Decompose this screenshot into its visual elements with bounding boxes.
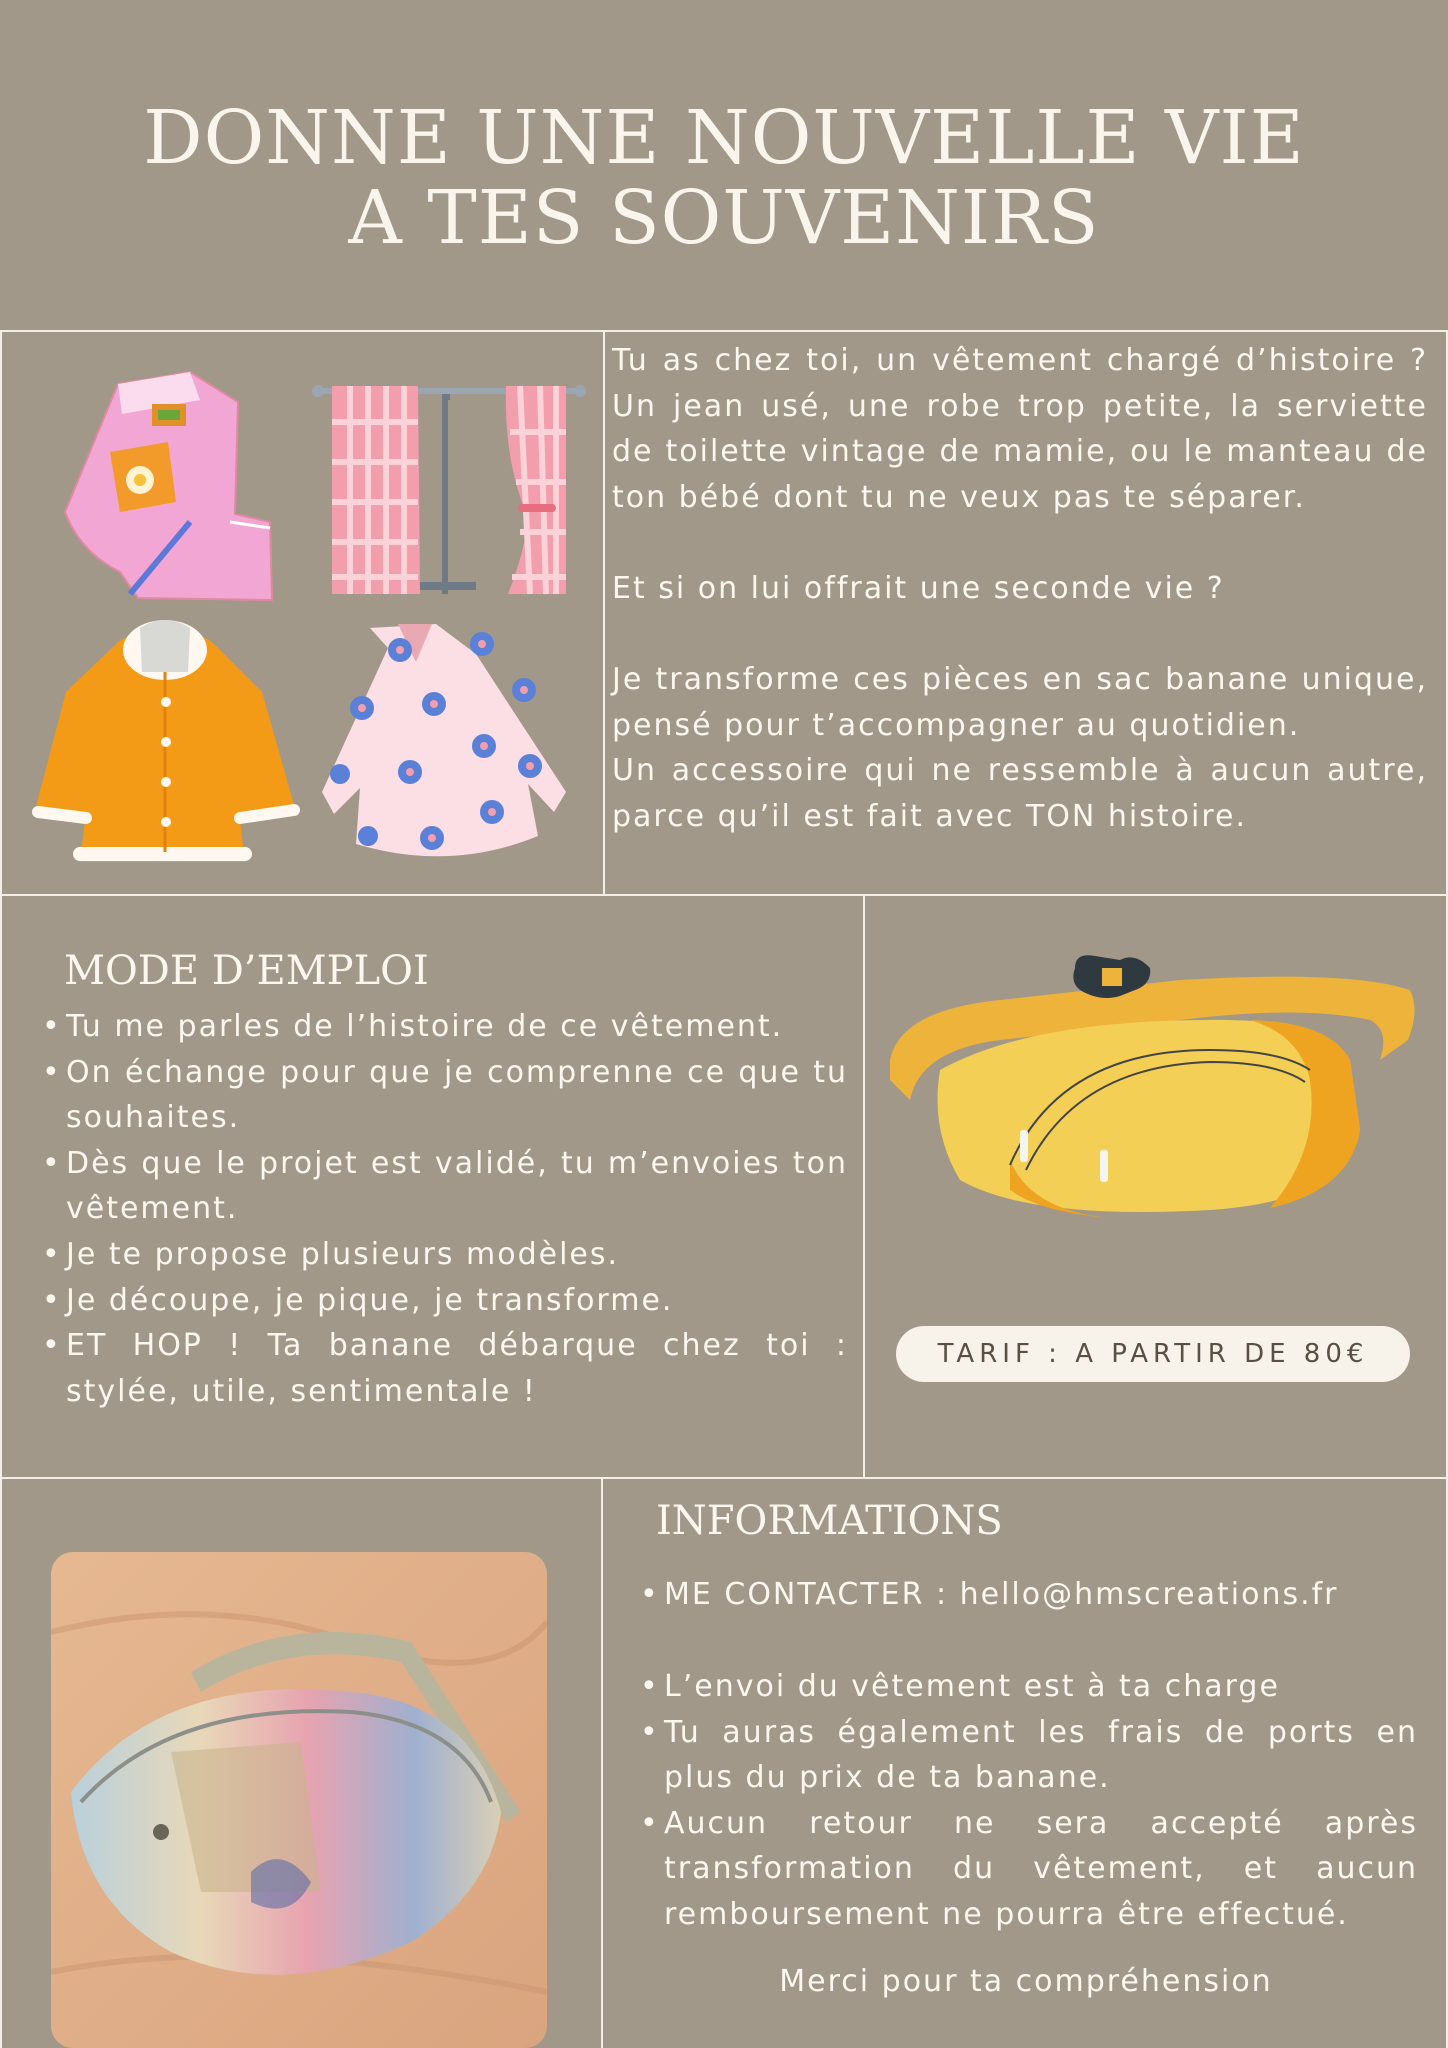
- clothing-illustrations: [0, 332, 600, 892]
- mode-emploi-list: [40, 1004, 848, 1414]
- info-item: • L’envoi du vêtement est à ta charge: [638, 1664, 1418, 1710]
- step-item: • Je découpe, je pique, je transforme.: [40, 1278, 848, 1324]
- divider-v2: [863, 894, 865, 1479]
- intro-paragraph-2: Et si on lui offrait une seconde vie ?: [612, 570, 1225, 606]
- divider-v3: [601, 1477, 603, 2048]
- divider-v1: [603, 330, 605, 896]
- yellow-coat-illustration: [34, 620, 296, 862]
- title-line-1: DONNE UNE NOUVELLE VIE: [143, 95, 1305, 181]
- divider-middle: [0, 894, 1448, 896]
- intro-text: [612, 338, 1428, 840]
- informations-heading: INFORMATIONS: [656, 1498, 1003, 1544]
- intro-paragraph-4: Un accessoire qui ne ressemble à aucun autre, parce qu’il est fait avec TON histoire.: [612, 753, 1428, 834]
- pink-dress-illustration: [322, 624, 566, 856]
- tarif-badge: [896, 1326, 1410, 1382]
- step-item: • Tu me parles de l’histoire de ce vêtement.: [40, 1004, 848, 1050]
- fanny-pack-illustration: [880, 950, 1420, 1240]
- step-item: • Je te propose plusieurs modèles.: [40, 1232, 848, 1278]
- step-item: • Dès que le projet est validé, tu m’envoies ton vêtement.: [40, 1141, 848, 1232]
- divider-bottom: [0, 1477, 1448, 1479]
- info-item: • Aucun retour ne sera accepté après transformation du vêtement, et aucun remboursement ne pourra être effectué.: [638, 1801, 1418, 1938]
- thanks-text: Merci pour ta compréhension: [779, 1964, 1273, 1999]
- product-photo-image: [51, 1552, 547, 2048]
- curtains-illustration: [312, 385, 586, 594]
- contact-item: • ME CONTACTER : hello@hmscreations.fr: [638, 1572, 1418, 1618]
- title-line-2: A TES SOUVENIRS: [348, 175, 1100, 261]
- step-item: • On échange pour que je comprenne ce que tu souhaites.: [40, 1050, 848, 1141]
- intro-paragraph-1: Tu as chez toi, un vêtement chargé d’histoire ? Un jean usé, une robe trop petite, la serviette de toilette vintage de mamie, ou le manteau de ton bébé dont tu ne veux pas te séparer.: [612, 343, 1428, 515]
- step-item: • ET HOP ! Ta banane débarque chez toi : stylée, utile, sentimentale !: [40, 1323, 848, 1414]
- page-title: [0, 95, 1448, 261]
- informations-list: [638, 1664, 1418, 1938]
- product-photo: [51, 1552, 547, 2048]
- tarif-label: TARIF : A PARTIR DE 80€: [937, 1339, 1369, 1369]
- pink-jeans-illustration: [65, 372, 272, 600]
- mode-emploi-heading: MODE D’EMPLOI: [64, 948, 429, 994]
- info-item: • Tu auras également les frais de ports en plus du prix de ta banane.: [638, 1710, 1418, 1801]
- contact-list: [638, 1572, 1418, 1618]
- intro-paragraph-3: Je transforme ces pièces en sac banane unique, pensé pour t’accompagner au quotidien.: [612, 662, 1428, 743]
